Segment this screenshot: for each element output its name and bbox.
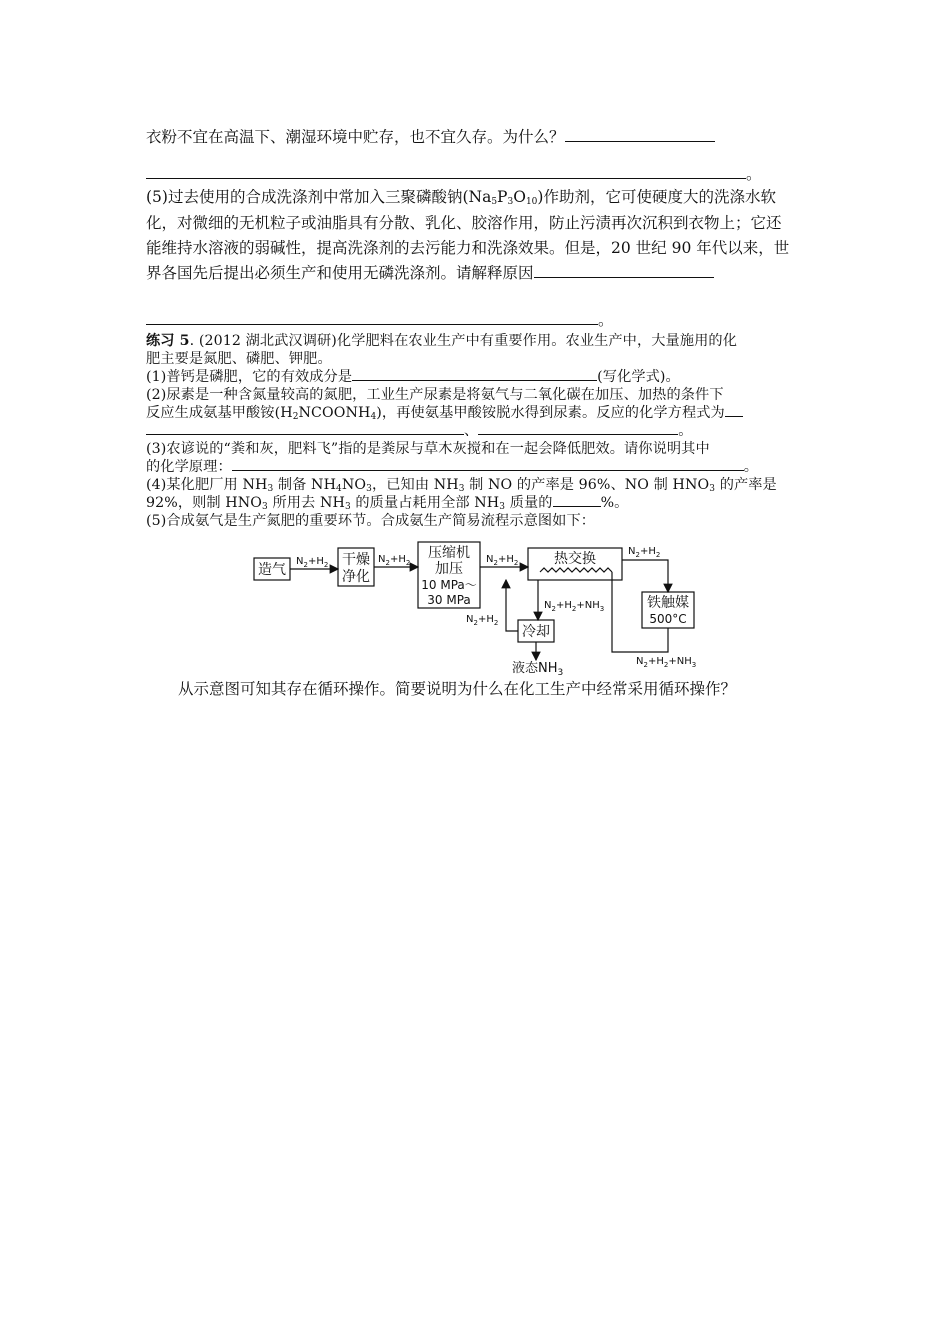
answer-blank[interactable] [146,164,746,179]
answer-blank[interactable] [232,456,744,471]
coil-symbol [540,568,612,572]
label-n2h2: $N_2+H_2$ [466,614,499,627]
answer-blank[interactable] [725,402,743,417]
answer-blank[interactable] [478,420,678,435]
label-pressurize: 加压 [435,561,463,577]
text-line: 、 。 [146,420,693,440]
answer-blank[interactable] [565,127,715,142]
label-n2h2nh3: $N_2+H_2+NH_3$ [544,600,605,613]
text-line: 肥主要是氮肥、磷肥、钾肥。 [146,351,332,367]
label-compressor: 压缩机 [428,545,470,561]
text-line: (1)普钙是磷肥，它的有效成分是 (写化学式)。 [146,366,680,386]
label-make-gas: 造气 [258,562,286,578]
text-line: 能维持水溶液的弱碱性，提高洗涤剂的去污能力和洗涤效果。但是，20 世纪 90 年代以来，世 [146,239,790,257]
label-n2h2: $N_2+H_2$ [378,554,411,567]
label-cooling: 冷却 [522,624,550,640]
text-line: 。 [146,308,614,330]
text-line: 衣粉不宜在高温下、潮湿环境中贮存，也不宜久存。为什么？ [146,125,715,147]
ammonia-flow-diagram [250,540,720,675]
answer-blank[interactable] [146,310,598,325]
flow-arrow [506,580,518,631]
text-line: 界各国先后提出必须生产和使用无磷洗涤剂。请解释原因 [146,261,714,283]
text-line: 的化学原理： 。 [146,456,758,476]
label-pressure-high: 30 MPa [427,593,471,607]
text-line: 化，对微细的无机粒子或油脂具有分散、乳化、胶溶作用，防止污渍再次沉积到衣物上；它还 [146,214,782,232]
text-line: 92%，则制 $HNO_3$ 所用去 $NH_3$ 的质量占耗用全部 $NH_3$ 质量的 %。 [146,492,628,512]
label-n2h2nh3: $N_2+H_2+NH_3$ [636,656,697,669]
text-line: (4)某化肥厂用 $NH_3$ 制备 $NH_4NO_3$，已知由 $NH_3$ 制 NO 的产率是 96%、NO 制 $HNO_3$ 的产率是 [146,477,777,494]
label-n2h2: $N_2+H_2$ [296,556,329,569]
answer-blank[interactable] [146,420,464,435]
label-heat-exchange: 热交换 [554,551,596,567]
text-line: (5)合成氨气是生产氮肥的重要环节。合成氨生产简易流程示意图如下： [146,513,596,529]
answer-blank[interactable] [534,263,714,278]
text-line: 。 [146,162,762,184]
label-n2h2: $N_2+H_2$ [486,554,519,567]
label-temperature: 500°C [649,612,687,626]
label-pressure-low: 10 MPa～ [421,578,477,592]
label-catalyst: 铁触媒 [647,595,689,611]
exercise-heading: 练习 5. (2012 湖北武汉调研)化学肥料在农业生产中有重要作用。农业生产中，大量施用的化 [146,333,737,349]
text-line: (2)尿素是一种含氮量较高的氮肥，工业生产尿素是将氨气与二氧化碳在加压、加热的条件下 [146,387,724,403]
closing-question: 从示意图可知其存在循环操作。简要说明为什么在化工生产中经常采用循环操作？ [178,680,737,698]
label-n2h2: $N_2+H_2$ [628,546,661,559]
text-line: (5)过去使用的合成洗涤剂中常加入三聚磷酸钠$(Na_5P_3O_{10})$作助剂，它可使硬度大的洗涤水软 [146,188,776,207]
label-dry: 干燥 [342,552,370,568]
answer-blank[interactable] [352,366,597,381]
text-line: 反应生成氨基甲酸铵$(H_2NCOONH_4)$，再使氨基甲酸铵脱水得到尿素。反应的化学方程式为 [146,402,743,422]
text-line: (3)农谚说的“粪和灰，肥料飞”指的是粪尿与草木灰搅和在一起会降低肥效。请你说明其中 [146,441,710,457]
label-liquid-ammonia: 液态$NH_3$ [512,661,564,675]
label-purify: 净化 [342,569,370,585]
flow-arrow [622,560,668,592]
answer-blank[interactable] [553,492,601,507]
